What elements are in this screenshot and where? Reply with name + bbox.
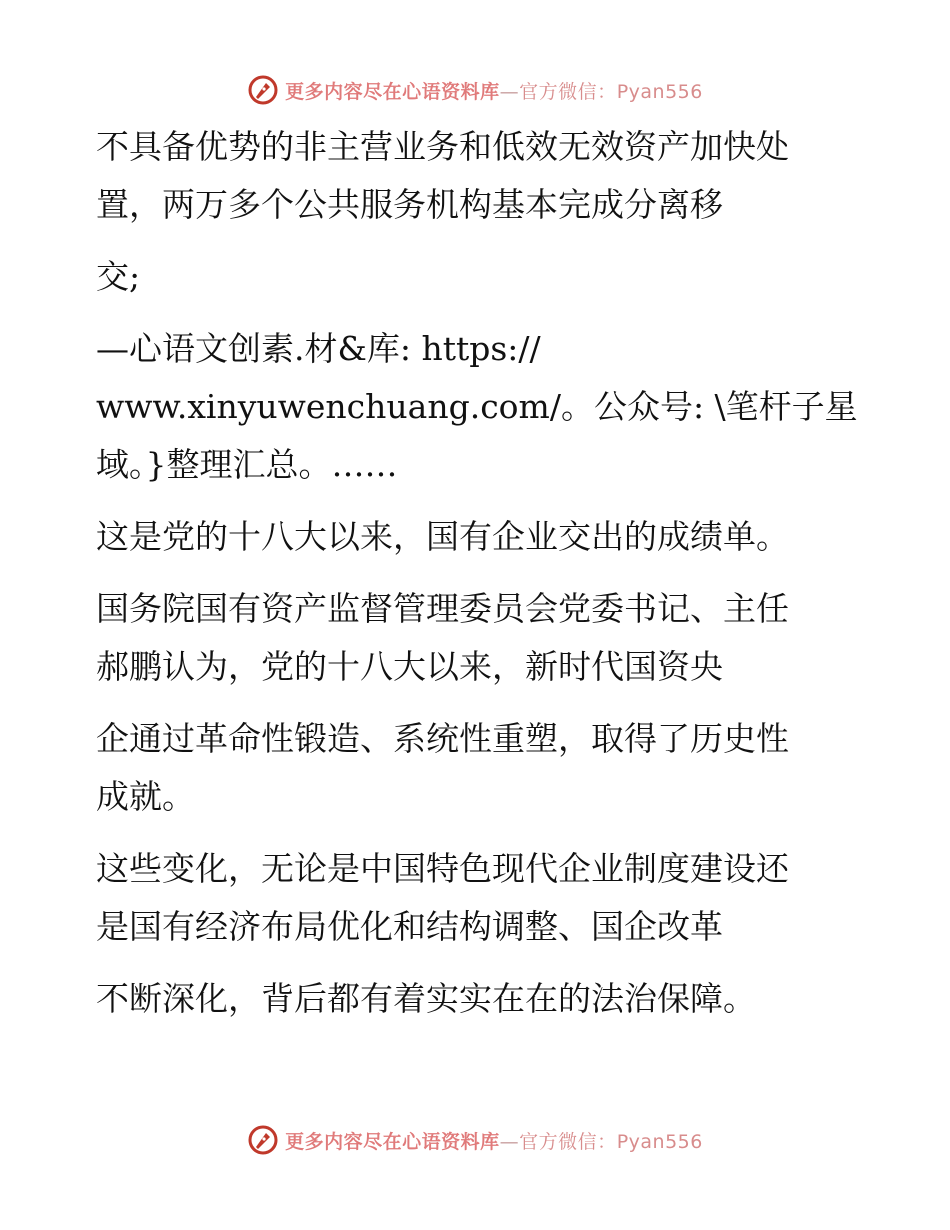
text-line: www.xinyuwenchuang.com/。公众号: \笔杆子星	[96, 387, 858, 426]
banner-wechat-id: Pyan556	[616, 80, 703, 103]
text-line: 这是党的十八大以来，国有企业交出的成绩单。	[96, 517, 789, 556]
text-line: 置，两万多个公共服务机构基本完成分离移	[96, 185, 723, 224]
header-banner	[0, 72, 950, 108]
paragraph	[96, 248, 836, 306]
banner-brand: 更多内容尽在心语资料库	[285, 80, 500, 103]
footer-banner	[0, 1122, 950, 1158]
paragraph	[96, 508, 836, 566]
banner-brand: 更多内容尽在心语资料库	[285, 1130, 500, 1153]
pen-nib-logo-icon	[247, 74, 279, 106]
paragraph	[96, 320, 858, 494]
text-line: 域。}整理汇总。……	[96, 445, 398, 484]
text-line: 是国有经济布局优化和结构调整、国企改革	[96, 907, 723, 946]
text-line: 国务院国有资产监督管理委员会党委书记、主任	[96, 589, 789, 628]
paragraph	[96, 840, 836, 956]
text-line: 成就。	[96, 777, 195, 816]
text-line: —心语文创素.材&库: https://	[96, 329, 541, 368]
banner-separator: —	[499, 80, 520, 103]
text-line: 不具备优势的非主营业务和低效无效资产加快处	[96, 127, 789, 166]
text-line: 郝鹏认为，党的十八大以来，新时代国资央	[96, 647, 723, 686]
paragraph	[96, 710, 836, 826]
banner-text	[285, 1127, 703, 1154]
banner-wechat-label: 官方微信：	[519, 1130, 617, 1153]
banner-wechat-id: Pyan556	[616, 1130, 703, 1153]
banner-text	[285, 77, 703, 104]
paragraph	[96, 970, 836, 1028]
pen-nib-logo-icon	[247, 1124, 279, 1156]
text-line: 企通过革命性锻造、系统性重塑，取得了历史性	[96, 719, 789, 758]
text-line: 不断深化，背后都有着实实在在的法治保障。	[96, 979, 756, 1018]
banner-separator: —	[499, 1130, 520, 1153]
document-body	[96, 118, 858, 1028]
text-line: 交;	[96, 257, 141, 296]
text-line: 这些变化，无论是中国特色现代企业制度建设还	[96, 849, 789, 888]
paragraph	[96, 580, 836, 696]
banner-wechat-label: 官方微信：	[519, 80, 617, 103]
paragraph	[96, 118, 836, 234]
